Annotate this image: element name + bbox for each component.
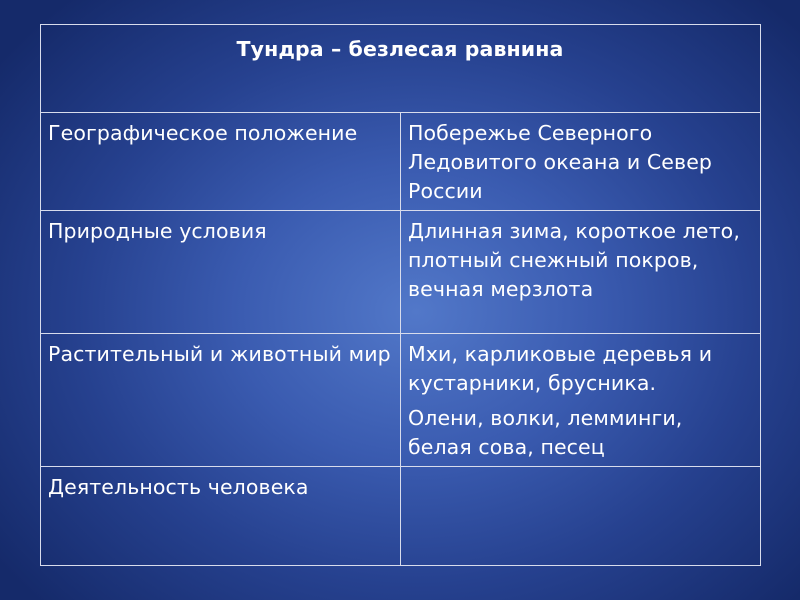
row-value-natural-conditions: Длинная зима, короткое лето, плотный снежный покров, вечная мерзлота (401, 211, 761, 334)
table-title: Тундра – безлесая равнина (41, 25, 761, 113)
row-value-geographic-position: Побережье Северного Ледовитого океана и Север России (401, 113, 761, 211)
table-row (41, 113, 761, 211)
tundra-table (40, 24, 761, 566)
flora-text: Мхи, карликовые деревья и кустарники, брусника. (408, 342, 713, 395)
row-label-geographic-position: Географическое положение (41, 113, 401, 211)
row-label-flora-fauna: Растительный и животный мир (41, 334, 401, 467)
row-label-natural-conditions: Природные условия (41, 211, 401, 334)
row-label-human-activity: Деятельность человека (41, 467, 401, 566)
table-row (41, 467, 761, 566)
table-row (41, 334, 761, 467)
row-value-flora-fauna (401, 334, 761, 467)
fauna-text: Олени, волки, лемминги, белая сова, песец (408, 406, 683, 459)
row-value-human-activity (401, 467, 761, 566)
table-row (41, 211, 761, 334)
table-title-row (41, 25, 761, 113)
